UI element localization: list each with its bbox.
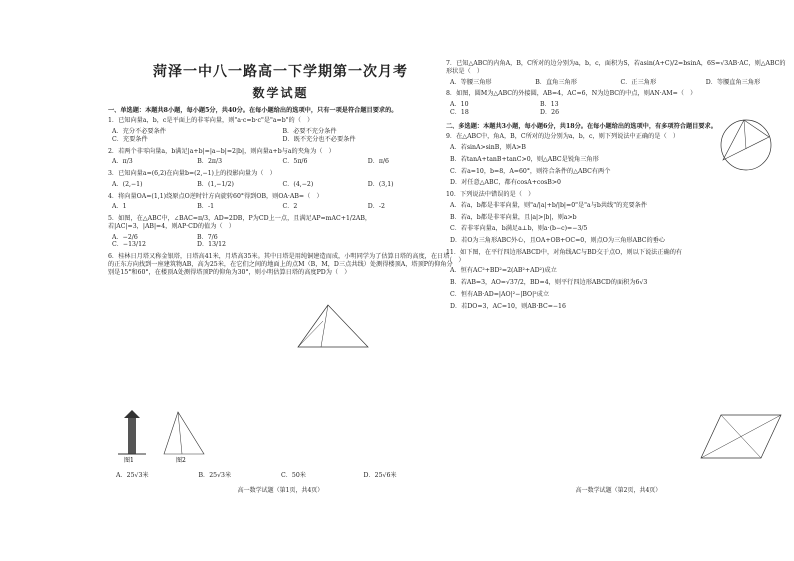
question-4: 4．将向量OA=(1,1)绕原点O逆时针方向旋转60°得到OB，则OA·AB=（ ）	[108, 192, 323, 200]
page-footer: 高一数学试题（第2页，共4页）	[575, 486, 662, 494]
option: B．7/6	[197, 233, 218, 241]
option: C．2	[282, 203, 298, 211]
option: C．恒有AB·AD=|AO|²−|BO|²成立	[450, 290, 550, 298]
option: C．若a=10，b=8，A=60°，则符合条件的△ABC有两个	[450, 167, 611, 175]
question-5: 5．如图，在△ABC中，∠BAC=π/3，AD=2DB，P为CD上一点，且满足AP=mAC+1/2AB，若|AC|=3，|AB|=4，则AP·CD的值为（ ）	[108, 215, 372, 230]
option: B．若AB=3，AO=√37/2，BD=4，则平行四边形ABCD的面积为6√3	[450, 279, 648, 286]
option: D．对任意△ABC，都有cosA+cosB>0	[450, 179, 561, 187]
triangle-figure-q5	[293, 303, 373, 351]
option: D．若DO=3，AC=10，则AB·BC=−16	[450, 302, 566, 310]
page-2	[446, 60, 791, 494]
option: A．等腰三角形	[450, 78, 492, 86]
question-10: 10．下列说法中错误的是（ ）	[446, 191, 535, 198]
option: B．必要不充分条件	[282, 128, 337, 135]
question-2: 2．若两个非零向量a，b满足|a+b|=|a−b|=2|b|，则向量a+b与a的夹角为（ ）	[108, 147, 335, 155]
option: C．(4,−2)	[282, 180, 314, 188]
question-2-options	[112, 158, 453, 166]
question-8: 8．如图，圆M为△ABC的外接圆，AB=4，AC=6，N为边BC的中点，则AN·AM=（ ）	[446, 90, 697, 98]
option: C．18	[450, 108, 469, 116]
option: B．若a，b都是非零向量，且|a|>|b|，则a>b	[450, 213, 577, 221]
option: A．1	[112, 203, 127, 211]
question-3: 3．已知向量a=(6,2)在向量b=(2,−1)上的投影向量为（ ）	[108, 170, 276, 177]
question-1: 1．已知向量a，b，c是平面上的非零向量，则"a·c=b·c"是"a=b"的（ ）	[108, 117, 314, 125]
page-footer: 高一数学试题（第1页，共4页）	[237, 486, 324, 494]
circle-figure-q8	[711, 115, 781, 175]
option: C．−13/12	[112, 241, 146, 249]
question-6: 6．桂林日月塔又称金银塔，日塔高41米，月塔高35米。其中日塔是用纯铜建造而成，小明同学为了估算日塔的高度，在日塔的正东方向找到一座建筑物AB，高为25米，在它们之间的地面上的点M（B，M，D三点共线）处测得楼顶A，塔顶P的仰角分别是15°和60°，在楼顶A处测得塔顶P的仰角为30°，则小明估算日塔的高度PD为（ ）	[108, 253, 453, 276]
option: B．13	[540, 101, 559, 108]
exam-title: 菏泽一中八一路高一下学期第一次月考	[153, 64, 408, 80]
question-7-options	[450, 79, 791, 87]
option: A．充分不必要条件	[112, 128, 166, 135]
option: D．π/6	[367, 158, 389, 166]
option: D．等腰直角三角形	[705, 78, 761, 86]
question-5-options	[112, 234, 282, 250]
option: A．−2/6	[112, 233, 138, 241]
option: A．若a，b都是非零向量，则"a/|a|+b/|b|=0"是"a与b共线"的充要条件	[450, 201, 648, 209]
option: B．若tanA+tanB+tanC>0，则△ABC是锐角三角形	[450, 155, 599, 163]
figure-1-label: 图1	[124, 457, 134, 464]
section-single-choice: 一、单选题：本题共8小题，每小题5分，共40分。在每小题给出的选项中，只有一项是符合题目要求的。	[108, 106, 398, 114]
question-7: 7．已知△ABC的内角A，B，C所对的边分别为a，b，c，面积为S，若asin(A+C)/2=bsinA，6S=√3AB·AC，则△ABC的形状是（ ）	[446, 60, 786, 75]
option: D．25√6米	[363, 472, 397, 479]
option: D．26	[540, 108, 560, 116]
option: A．10	[450, 101, 469, 108]
option: C．正三角形	[620, 78, 657, 86]
option: D．若O为三角形ABC外心，且OA+OB+OC=0，则点O为三角形ABC的垂心	[450, 237, 666, 244]
option: C．若非零向量a，b满足a⊥b，则a·(b−c)=−3/5	[450, 225, 588, 233]
section-multiple-choice: 二、多选题：本题共3小题，每小题6分，共18分。在每小题给出的选项中，有多项符合题目要求。	[446, 122, 717, 130]
question-1-options	[112, 128, 453, 144]
option: A．(2,−1)	[112, 180, 143, 188]
question-8-options	[450, 101, 630, 117]
option: C．充要条件	[112, 135, 148, 143]
tower-figure-q6	[116, 410, 226, 464]
question-4-options	[112, 203, 453, 211]
option: A．π/3	[112, 158, 133, 166]
option: A．25√3米	[116, 472, 149, 479]
option: D．13/12	[197, 241, 226, 249]
figure-2-label: 图2	[176, 457, 186, 464]
exam-subtitle: 数学试题	[252, 85, 309, 100]
option: C．50米	[281, 472, 306, 479]
option: B．2π/3	[197, 158, 223, 166]
question-11: 11．如下图，在平行四边形ABCD中，对角线AC与BD交于点O，则以下说法正确的有（ ）	[446, 248, 683, 264]
option: B．25√3米	[198, 472, 232, 479]
option: C．5π/6	[282, 158, 308, 166]
option: B．(1,−1/2)	[197, 180, 234, 188]
question-9: 9．在△ABC中，角A，B，C所对的边分别为a，b，c，则下列说法中正确的是（ ）	[446, 133, 680, 141]
parallelogram-figure-q11	[696, 410, 786, 465]
option: B．直角三角形	[535, 78, 577, 86]
option: A．若sinA>sinB，则A>B	[450, 144, 526, 151]
page-1	[108, 60, 453, 494]
question-3-options	[112, 181, 453, 189]
option: D．-2	[367, 203, 385, 211]
option: B．-1	[197, 203, 215, 211]
question-6-options	[116, 472, 446, 480]
option: A．恒有AC²+BD²=2(AB²+AD²)成立	[450, 267, 557, 275]
option: D．(3,1)	[367, 180, 394, 188]
option: D．既不充分也不必要条件	[282, 135, 356, 143]
